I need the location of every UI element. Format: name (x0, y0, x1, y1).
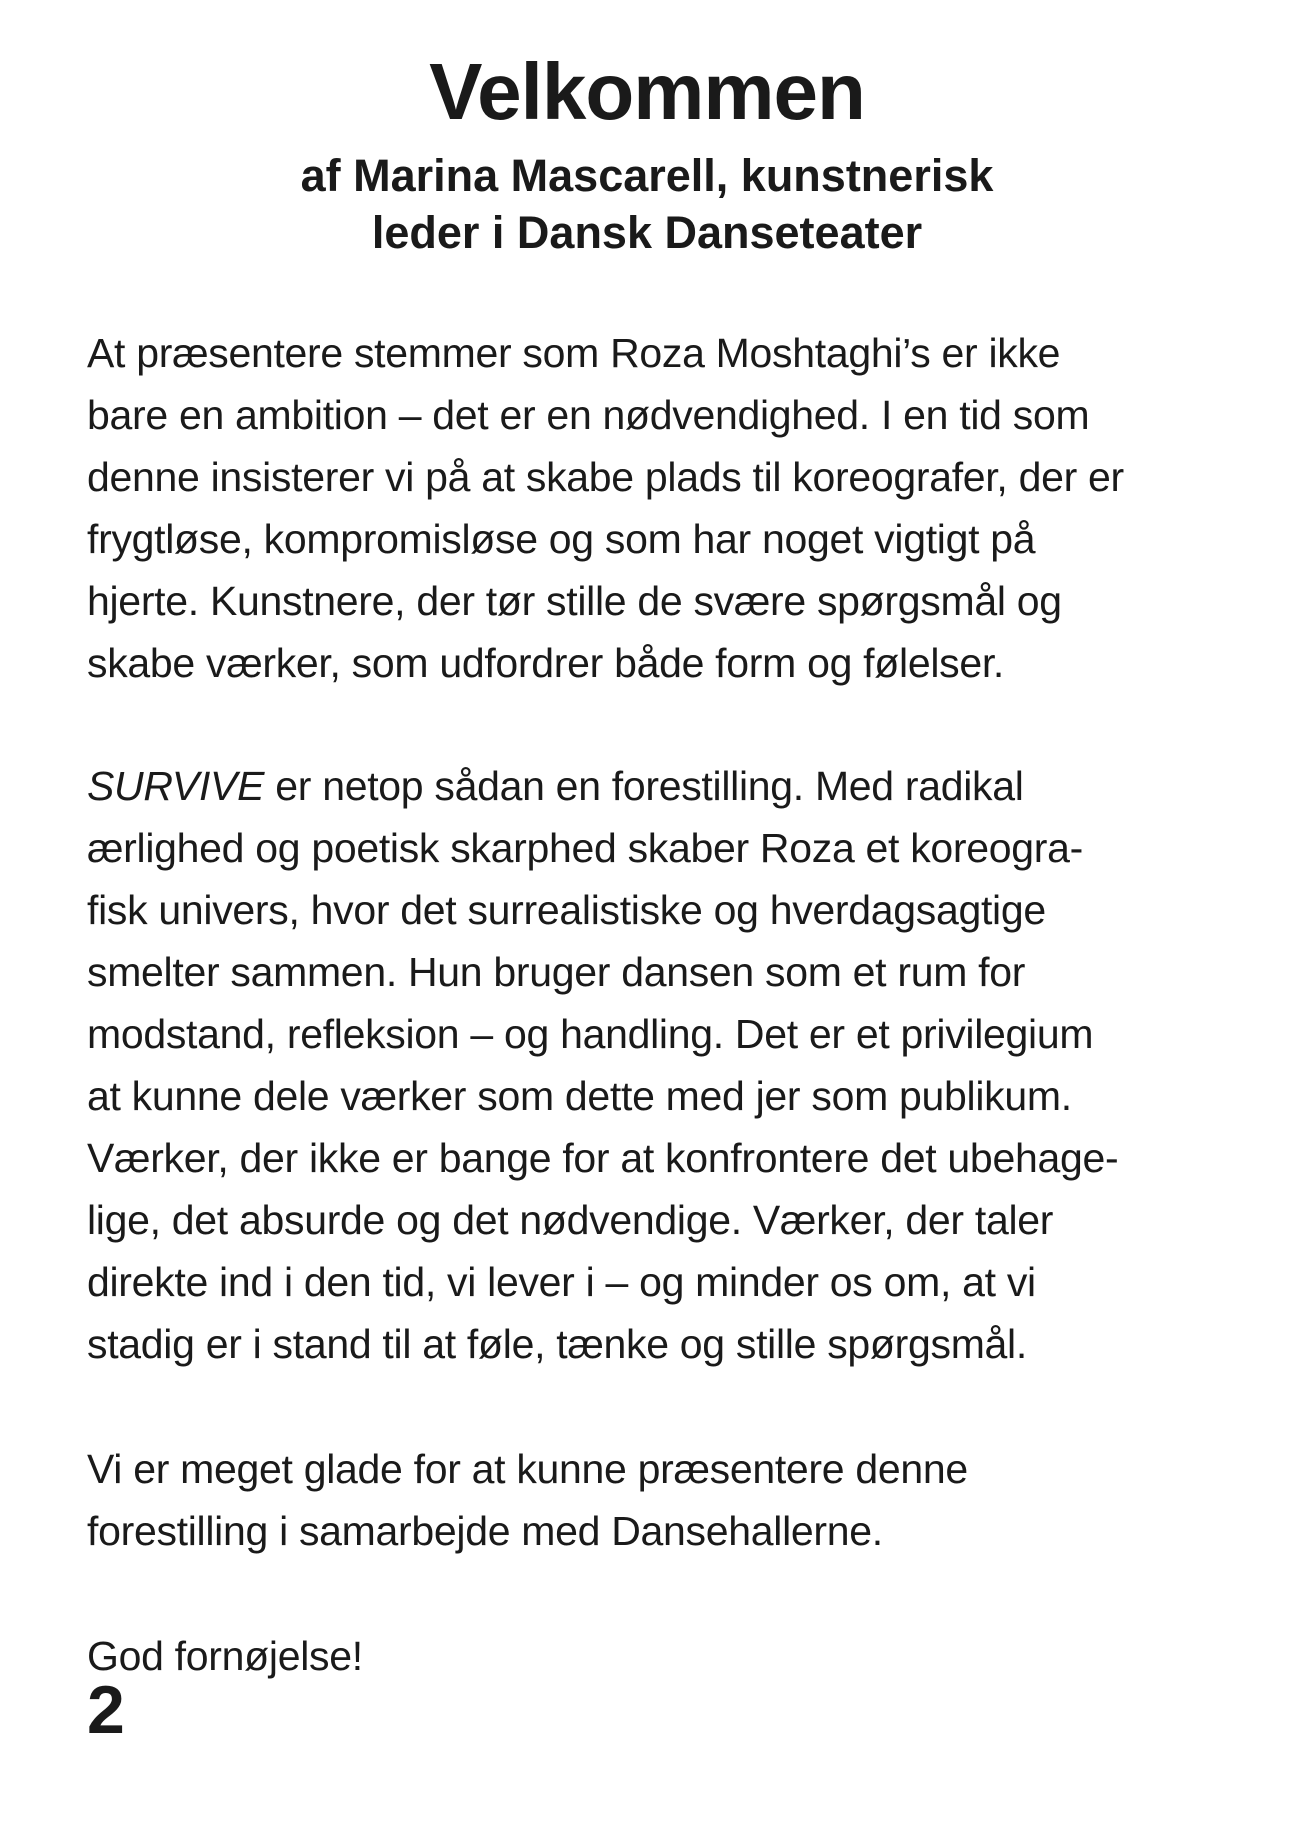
closing-line: God fornøjelse! (87, 1633, 363, 1679)
text-line: Værker, der ikke er bange for at konfrontere det ubehage- (87, 1135, 1119, 1181)
subtitle-line-2: leder i Dansk Danseteater (371, 207, 923, 258)
text-line: fisk univers, hvor det surrealistiske og hverdagsagtige (87, 887, 1046, 933)
text-fragment: er netop sådan en forestilling. Med radikal (264, 763, 1024, 809)
text-line: frygtløse, kompromisløse og som har noget vigtigt på (87, 516, 1036, 562)
text-line: direkte ind i den tid, vi lever i – og minder os om, at vi (87, 1259, 1036, 1305)
page-number: 2 (87, 1672, 125, 1748)
text-line (87, 755, 1237, 817)
text-line: smelter sammen. Hun bruger dansen som et rum for (87, 949, 1026, 995)
text-line: stadig er i stand til at føle, tænke og stille spørgsmål. (87, 1321, 1027, 1367)
subtitle-line-1: af Marina Mascarell, kunstnerisk (300, 150, 994, 201)
text-line: hjerte. Kunstnere, der tør stille de svære spørgsmål og (87, 578, 1062, 624)
text-line: at kunne dele værker som dette med jer som publikum. (87, 1073, 1072, 1119)
text-line: denne insisterer vi på at skabe plads til koreografer, der er (87, 454, 1124, 500)
paragraph-survive (87, 755, 1237, 1375)
text-line: Vi er meget glade for at kunne præsentere denne (87, 1446, 968, 1492)
text-line: At præsentere stemmer som Roza Moshtaghi’s er ikke (87, 330, 1061, 376)
performance-title: SURVIVE (87, 763, 265, 809)
text-line: lige, det absurde og det nødvendige. Værker, der taler (87, 1197, 1054, 1243)
page-title: Velkommen (429, 47, 865, 136)
text-line: ærlighed og poetisk skarphed skaber Roza et koreogra- (87, 825, 1083, 871)
subtitle (0, 147, 1294, 261)
text-line: forestilling i samarbejde med Dansehallerne. (87, 1508, 883, 1554)
paragraph-collaboration (87, 1438, 1237, 1562)
text-line: modstand, refleksion – og handling. Det er et privilegium (87, 1011, 1094, 1057)
paragraph-intro (87, 322, 1237, 694)
text-line: skabe værker, som udfordrer både form og følelser. (87, 640, 1005, 686)
text-line: bare en ambition – det er en nødvendighed. I en tid som (87, 392, 1090, 438)
